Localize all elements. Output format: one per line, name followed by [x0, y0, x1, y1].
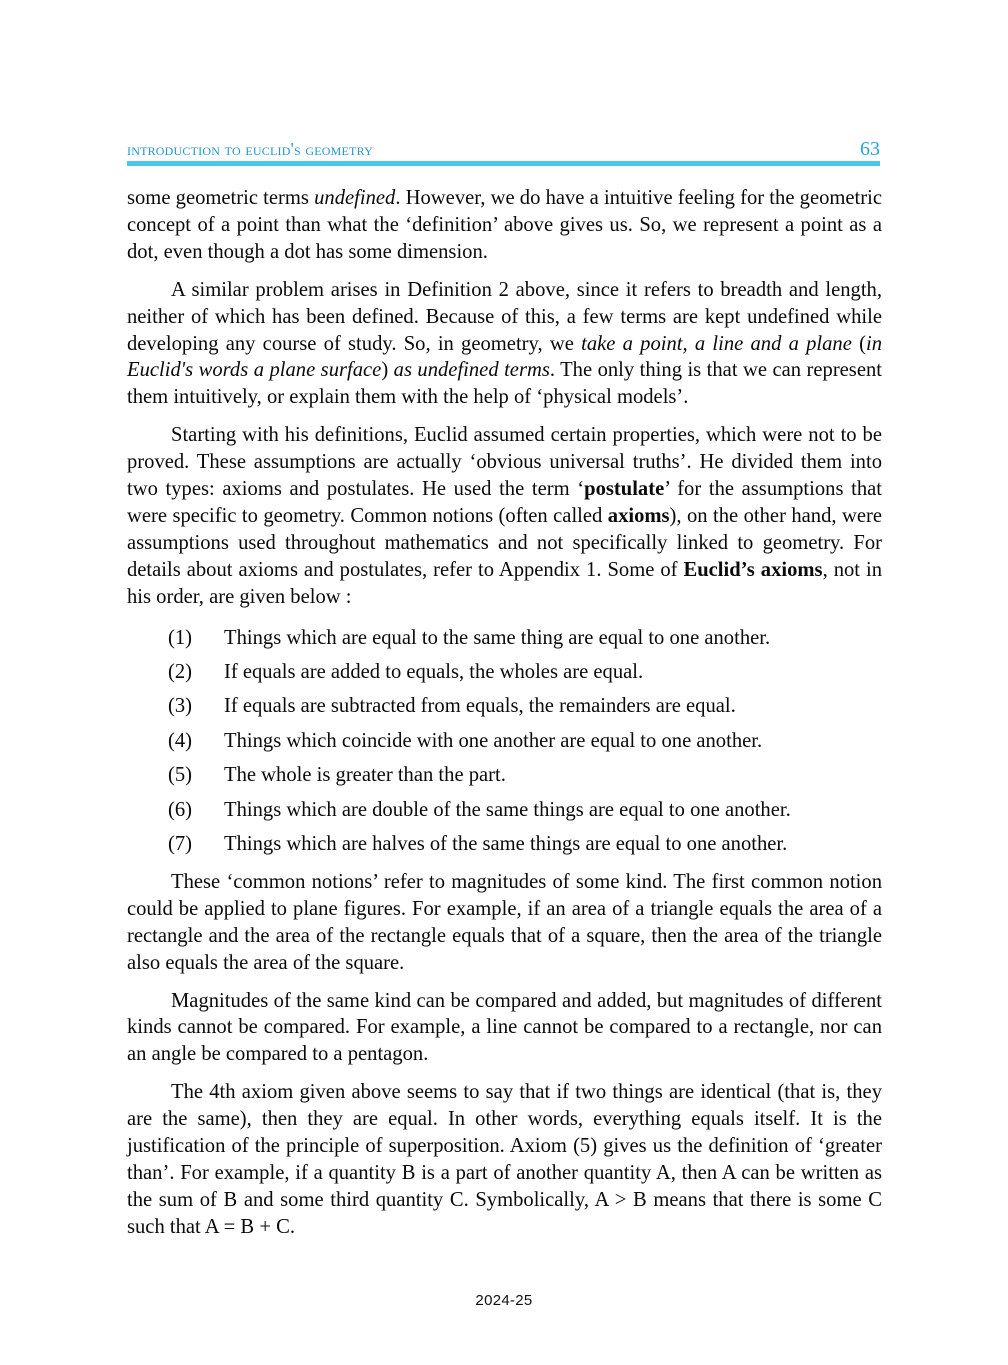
list-item-marker: (6): [168, 798, 193, 821]
list-item: [168, 693, 882, 720]
running-head-title: introduction to euclid's geometry: [127, 139, 373, 159]
paragraph-magnitudes: Magnitudes of the same kind can be compared and added, but magnitudes of different kinds cannot be compared. For example, a line cannot be compared to a rectangle, nor can an angle be compared to a pentagon.: [127, 989, 882, 1066]
list-item-label: If equals are added to equals, the wholes are equal.: [224, 661, 644, 683]
p1-italic-undefined: undefined: [314, 187, 396, 209]
p3-seg1: Starting with his definitions, Euclid assumed certain properties, which were not to be proved. These assumptions are actually ‘obvious universal truths’. He divided them into two types: axioms and postulates. He used the term ‘: [127, 424, 882, 501]
p1-seg3: . However, we do have a intuitive feeling for the geometric concept of a point than what the ‘definition’ above gives us. So, we represent a point as a dot, even though a dot has some dimension.: [127, 187, 882, 263]
p3-bold-postulate: postulate: [584, 478, 665, 501]
list-item-label: If equals are subtracted from equals, the remainders are equal.: [224, 695, 736, 718]
p3-bold-euclids-axioms: Euclid’s axioms: [683, 558, 823, 581]
list-item-label: Things which coincide with one another are equal to one another.: [224, 729, 763, 752]
p3-seg3: ’ for the assumptions that were specific to geometry. Common notions (often called: [127, 478, 883, 527]
page-number: 63: [860, 138, 880, 160]
p2-seg3: (: [851, 332, 866, 355]
list-item-label: Things which are halves of the same things are equal to one another.: [224, 833, 788, 856]
paragraph-fourth-axiom: The 4th axiom given above seems to say that if two things are identical (that is, they are the same), then they are equal. In other words, everything equals itself. It is the justification of the principle of superposition. Axiom (5) gives us the definition of ‘greater than’. For example, if a quantity B is a part of another quantity A, then A can be written as the sum of B and some third quantity C. Symbolically, A > B means that there is some C such that A = B + C.: [127, 1081, 882, 1238]
list-item: [168, 625, 882, 652]
p1-seg1: some geometric terms: [127, 187, 315, 209]
list-item: [168, 831, 882, 858]
axiom-list: [127, 625, 882, 858]
list-item: [168, 762, 882, 789]
list-item-label: The whole is greater than the part.: [224, 764, 506, 787]
p2-italic-take-a-point: take a point, a line and a plane: [581, 332, 852, 355]
page-footer: 2024-25: [475, 1292, 533, 1309]
p2-seg7: . The only thing is that we can represent them intuitively, or explain them with the help of ‘physical models’.: [127, 359, 882, 409]
paragraph-similar-problem: [127, 277, 882, 412]
text-column: [127, 185, 882, 1241]
list-item: [168, 728, 882, 755]
paragraph-axioms-postulates: [127, 422, 882, 610]
list-item-marker: (4): [168, 729, 193, 752]
p3-bold-axioms: axioms: [607, 504, 670, 527]
paragraph-continuation: [127, 185, 882, 266]
p3-seg7: , not in his order, are given below :: [127, 558, 883, 608]
list-item-label: Things which are equal to the same thing are equal to one another.: [224, 626, 771, 649]
header-rule-divider: [127, 161, 880, 166]
list-item: [168, 797, 882, 824]
p2-italic-as-undefined-terms: as undefined terms: [393, 359, 550, 382]
list-item-marker: (2): [168, 661, 193, 683]
p2-italic-euclids-words: in Euclid's words a plane surface: [127, 332, 882, 382]
running-head: [127, 138, 880, 161]
list-item-marker: (7): [168, 833, 193, 856]
paragraph-common-notions: These ‘common notions’ refer to magnitudes of some kind. The first common notion could be applied to plane figures. For example, if an area of a triangle equals the area of a rectangle and the area of the rectangle equals that of a square, then the area of the triangle also equals the area of the square.: [127, 870, 882, 974]
p2-seg5: ): [381, 359, 394, 382]
list-item-marker: (3): [168, 695, 193, 718]
list-item-marker: (1): [168, 626, 193, 649]
p2-seg1: A similar problem arises in Definition 2 above, since it refers to breadth and length, neither of which has been defined. Because of this, a few terms are kept undefined while developing any course of study. So, in geometry, we: [127, 278, 882, 355]
list-item-label: Things which are double of the same things are equal to one another.: [224, 798, 791, 821]
list-item: [168, 659, 882, 686]
p3-seg5: ), on the other hand, were assumptions used throughout mathematics and not specifically linked to geometry. For details about axioms and postulates, refer to Appendix 1. Some of: [127, 504, 882, 581]
list-item-marker: (5): [168, 764, 193, 787]
